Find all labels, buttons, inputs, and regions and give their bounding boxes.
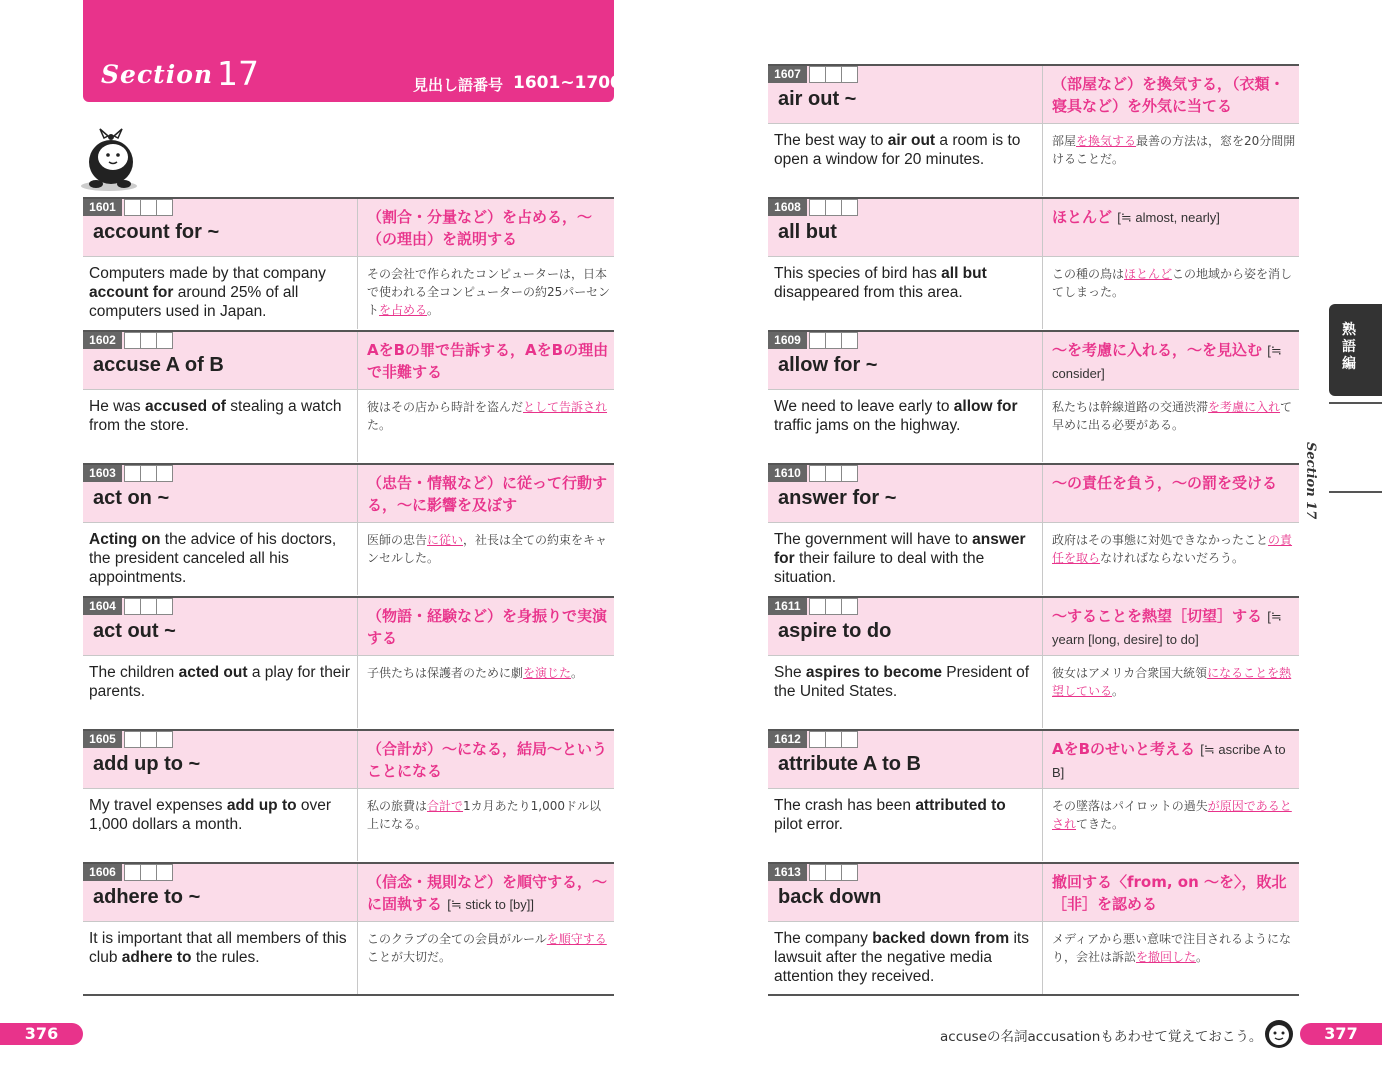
entry-number: 1609 bbox=[768, 332, 807, 349]
vocab-entry bbox=[768, 463, 1299, 596]
example-text: We need to leave early to bbox=[774, 398, 954, 415]
translation-text: この地域から姿を消してしまった。 bbox=[1052, 267, 1293, 299]
checkbox[interactable] bbox=[140, 332, 157, 349]
vocab-entry bbox=[83, 729, 614, 862]
example-text: stealing a watch from the store. bbox=[89, 398, 342, 434]
entry-meaning bbox=[1052, 472, 1298, 495]
example-sentence bbox=[774, 397, 1036, 435]
divider bbox=[83, 788, 614, 789]
translation-highlight: になることを熱望している bbox=[1052, 666, 1292, 698]
checkbox[interactable] bbox=[156, 199, 173, 216]
divider bbox=[357, 598, 358, 728]
translation bbox=[1052, 132, 1298, 168]
divider bbox=[768, 256, 1299, 257]
entry-meaning bbox=[1052, 339, 1298, 385]
checkbox[interactable] bbox=[841, 199, 858, 216]
footnote: accuseの名詞accusationもあわせて覚えておこう。 bbox=[940, 1029, 1263, 1045]
entry-number: 1602 bbox=[83, 332, 122, 349]
checkbox[interactable] bbox=[825, 332, 842, 349]
entry-meaning bbox=[1052, 738, 1298, 784]
divider bbox=[357, 332, 358, 462]
checkbox[interactable] bbox=[156, 332, 173, 349]
translation-highlight: を占める bbox=[379, 303, 428, 317]
entry-number: 1613 bbox=[768, 864, 807, 881]
translation-text: その会社で作られたコンピューターは，日本で使われる全コンピューターの約25パーセント bbox=[367, 267, 611, 317]
entry-meaning bbox=[1052, 73, 1298, 118]
entry-meaning bbox=[1052, 605, 1298, 651]
entry-number: 1612 bbox=[768, 731, 807, 748]
meaning-note: [≒ ascribe A to B] bbox=[1052, 742, 1286, 780]
meaning-note: [≒ yearn [long, desire] to do] bbox=[1052, 609, 1282, 647]
translation-text: ことが大切だ。 bbox=[367, 950, 452, 964]
divider bbox=[1042, 465, 1043, 595]
meaning-note: [≒ consider] bbox=[1052, 343, 1282, 381]
meaning-text: （割合・分量など）を占める，～（の理由）を説明する bbox=[367, 208, 593, 248]
page-number-left: 376 bbox=[0, 1023, 83, 1045]
example-keyword: allow for bbox=[953, 398, 1018, 415]
divider bbox=[768, 389, 1299, 390]
divider bbox=[83, 389, 614, 390]
meaning-note: [≒ stick to [by]] bbox=[447, 897, 535, 912]
entry-phrase: account for ~ bbox=[93, 221, 220, 243]
translation-highlight: を換気する bbox=[1076, 134, 1137, 148]
divider bbox=[83, 522, 614, 523]
example-sentence bbox=[89, 264, 351, 321]
vocab-entry bbox=[768, 197, 1299, 330]
entry-number: 1603 bbox=[83, 465, 122, 482]
entry-meaning bbox=[367, 206, 613, 251]
section-header bbox=[83, 0, 622, 102]
divider bbox=[1329, 402, 1382, 404]
meaning-text: （忠告・情報など）に従って行動する，～に影響を及ぼす bbox=[367, 474, 608, 514]
example-keyword: adhere to bbox=[121, 949, 192, 966]
checkbox[interactable] bbox=[841, 465, 858, 482]
translation bbox=[1052, 398, 1298, 434]
translation bbox=[367, 797, 613, 833]
divider bbox=[768, 123, 1299, 124]
example-sentence bbox=[774, 796, 1036, 834]
checkbox[interactable] bbox=[124, 332, 141, 349]
example-text: The crash has been bbox=[774, 797, 916, 814]
example-text: a room is to open a window for 20 minutes. bbox=[774, 132, 1021, 168]
example-text: The best way to bbox=[774, 132, 888, 149]
checkbox[interactable] bbox=[841, 864, 858, 881]
checkbox[interactable] bbox=[809, 465, 826, 482]
entry-meaning bbox=[367, 605, 613, 650]
divider bbox=[768, 655, 1299, 656]
example-text: its lawsuit after the negative media attention they received. bbox=[774, 930, 1029, 985]
example-text: The children bbox=[89, 664, 179, 681]
checkbox[interactable] bbox=[124, 199, 141, 216]
example-sentence bbox=[89, 397, 351, 435]
example-text: around 25% of all computers used in Japan. bbox=[89, 284, 299, 320]
section-number: 17 bbox=[217, 54, 259, 93]
vocab-entry bbox=[83, 197, 614, 330]
entry-phrase: air out ~ bbox=[778, 88, 857, 110]
translation bbox=[367, 398, 613, 434]
entry-meaning bbox=[1052, 206, 1298, 229]
example-text: their failure to deal with the situation. bbox=[774, 550, 985, 586]
checkbox[interactable] bbox=[156, 598, 173, 615]
example-sentence bbox=[774, 264, 1036, 302]
example-keyword: acted out bbox=[178, 664, 248, 681]
checkbox[interactable] bbox=[124, 731, 141, 748]
checkbox[interactable] bbox=[140, 199, 157, 216]
translation bbox=[367, 664, 613, 682]
checkbox[interactable] bbox=[825, 598, 842, 615]
translation bbox=[1052, 797, 1298, 833]
divider bbox=[1042, 598, 1043, 728]
checkbox[interactable] bbox=[140, 864, 157, 881]
entry-number: 1607 bbox=[768, 66, 807, 83]
translation-text: メディアから悪い意味で注目されるようになり，会社は訴訟 bbox=[1052, 932, 1292, 964]
example-keyword: add up to bbox=[226, 797, 297, 814]
divider bbox=[1042, 199, 1043, 329]
divider bbox=[357, 199, 358, 329]
example-text: a play for their parents. bbox=[89, 664, 351, 700]
example-keyword: air out bbox=[887, 132, 936, 149]
entry-number: 1605 bbox=[83, 731, 122, 748]
translation-text: 私たちは幹線道路の交通渋滞 bbox=[1052, 400, 1209, 414]
translation-text: 1カ月あたり1,000ドル以上になる。 bbox=[367, 799, 602, 831]
entry-number: 1606 bbox=[83, 864, 122, 881]
example-text: He was bbox=[89, 398, 145, 415]
translation-text: 政府はその事態に対処できなかったこと bbox=[1052, 533, 1269, 547]
checkbox[interactable] bbox=[825, 864, 842, 881]
translation-highlight: の責任を取ら bbox=[1052, 533, 1293, 565]
example-sentence bbox=[774, 663, 1036, 701]
translation-text: 最善の方法は，窓を20分間開けることだ。 bbox=[1052, 134, 1296, 166]
entry-number: 1610 bbox=[768, 465, 807, 482]
checkbox[interactable] bbox=[140, 598, 157, 615]
example-sentence bbox=[89, 929, 351, 967]
checkbox[interactable] bbox=[841, 731, 858, 748]
translation-text: て早めに出る必要がある。 bbox=[1052, 400, 1293, 432]
example-text: pilot error. bbox=[774, 816, 843, 833]
entry-phrase: back down bbox=[778, 886, 882, 908]
translation-text: てきた。 bbox=[1076, 817, 1125, 831]
entry-number: 1601 bbox=[83, 199, 122, 216]
example-sentence bbox=[89, 530, 351, 587]
example-text: traffic jams on the highway. bbox=[774, 417, 961, 434]
vocab-entry bbox=[768, 596, 1299, 729]
divider bbox=[83, 655, 614, 656]
example-text: President of the United States. bbox=[774, 664, 1030, 700]
example-text: This species of bird has bbox=[774, 265, 942, 282]
section-label: Section bbox=[101, 60, 214, 89]
meaning-text: ～することを熱望［切望］する bbox=[1052, 607, 1263, 625]
divider bbox=[1329, 491, 1382, 493]
example-text: The company bbox=[774, 930, 873, 947]
vocab-entry bbox=[768, 862, 1299, 995]
translation bbox=[1052, 531, 1298, 567]
translation-text: 私の旅費は bbox=[367, 799, 428, 813]
example-sentence bbox=[774, 530, 1036, 587]
example-sentence bbox=[89, 796, 351, 834]
translation-text: 。 bbox=[1112, 684, 1125, 698]
translation bbox=[367, 930, 613, 966]
divider bbox=[357, 465, 358, 595]
checkbox[interactable] bbox=[841, 66, 858, 83]
divider bbox=[83, 994, 614, 996]
translation-highlight: が原因であるとされ bbox=[1052, 799, 1292, 831]
divider bbox=[768, 522, 1299, 523]
entry-number: 1608 bbox=[768, 199, 807, 216]
entry-meaning bbox=[367, 339, 613, 384]
checkbox[interactable] bbox=[809, 66, 826, 83]
entry-phrase: aspire to do bbox=[778, 620, 892, 642]
checkbox[interactable] bbox=[809, 731, 826, 748]
example-sentence bbox=[774, 929, 1036, 986]
vocab-entry bbox=[768, 64, 1299, 197]
translation-text: ，社長は全ての約束をキャンセルした。 bbox=[367, 533, 608, 565]
translation-text: 。 bbox=[571, 666, 584, 680]
checkbox[interactable] bbox=[156, 864, 173, 881]
checkbox[interactable] bbox=[140, 465, 157, 482]
example-text: disappeared from this area. bbox=[774, 284, 963, 301]
example-keyword: answer for bbox=[774, 531, 1026, 567]
entry-phrase: allow for ~ bbox=[778, 354, 878, 376]
checkbox[interactable] bbox=[825, 465, 842, 482]
translation-text: なければならないだろう。 bbox=[1100, 551, 1245, 565]
translation-text: 。 bbox=[427, 303, 440, 317]
entry-number: 1604 bbox=[83, 598, 122, 615]
checkbox[interactable] bbox=[841, 598, 858, 615]
translation bbox=[1052, 930, 1298, 966]
vocab-entry bbox=[83, 463, 614, 596]
meaning-text: （信念・規則など）を順守する，～に固執する bbox=[367, 873, 608, 913]
meaning-text: AをBの罪で告訴する，AをBの理由で非難する bbox=[367, 341, 609, 381]
checkbox[interactable] bbox=[809, 864, 826, 881]
meaning-text: （合計が）～になる，結局～ということになる bbox=[367, 740, 608, 780]
entry-phrase: adhere to ~ bbox=[93, 886, 201, 908]
translation-text: 医師の忠告 bbox=[367, 533, 428, 547]
translation-highlight: として告訴され bbox=[523, 400, 608, 414]
example-keyword: all but bbox=[941, 265, 987, 282]
range-label: 見出し語番号 bbox=[413, 76, 504, 94]
translation bbox=[367, 531, 613, 567]
page-number-right: 377 bbox=[1300, 1023, 1382, 1045]
side-section-label: Section 17 bbox=[1303, 442, 1318, 520]
range-value: 1601~1700 bbox=[513, 73, 622, 93]
meaning-text: （部屋など）を換気する，（衣類・寝具など）を外気に当てる bbox=[1052, 75, 1285, 115]
divider bbox=[357, 731, 358, 861]
translation-highlight: を撤回した bbox=[1136, 950, 1197, 964]
checkbox[interactable] bbox=[124, 465, 141, 482]
example-keyword: accused of bbox=[145, 398, 226, 415]
translation-highlight: 合計で bbox=[427, 799, 464, 813]
example-keyword: aspires to become bbox=[805, 664, 942, 681]
translation-highlight: を演じた bbox=[523, 666, 572, 680]
checkbox[interactable] bbox=[124, 864, 141, 881]
checkbox[interactable] bbox=[825, 731, 842, 748]
example-keyword: attributed to bbox=[915, 797, 1006, 814]
example-text: My travel expenses bbox=[89, 797, 227, 814]
checkbox[interactable] bbox=[809, 332, 826, 349]
example-text: over 1,000 dollars a month. bbox=[89, 797, 332, 833]
translation-text: その墜落はパイロットの過失 bbox=[1052, 799, 1208, 813]
meaning-text: 撤回する〈from, on ～を〉，敗北［非］を認める bbox=[1052, 873, 1287, 913]
checkbox[interactable] bbox=[825, 66, 842, 83]
meaning-text: ～の責任を負う，～の罰を受ける bbox=[1052, 474, 1278, 492]
entry-number: 1611 bbox=[768, 598, 807, 615]
example-keyword: Acting on bbox=[89, 531, 161, 548]
example-text: It is important that all members of this club bbox=[89, 930, 347, 966]
example-keyword: backed down from bbox=[872, 930, 1010, 947]
vocab-entry bbox=[768, 729, 1299, 862]
translation-highlight: に従い bbox=[427, 533, 464, 547]
translation-text: 部屋 bbox=[1052, 134, 1077, 148]
category-tab[interactable] bbox=[1329, 304, 1382, 396]
meaning-text: ほとんど bbox=[1052, 208, 1113, 226]
divider bbox=[768, 788, 1299, 789]
translation-text: 子供たちは保護者のために劇 bbox=[367, 666, 524, 680]
divider bbox=[357, 864, 358, 994]
divider bbox=[83, 256, 614, 257]
checkbox[interactable] bbox=[140, 731, 157, 748]
example-text: The government will have to bbox=[774, 531, 973, 548]
entry-phrase: act out ~ bbox=[93, 620, 176, 642]
checkbox[interactable] bbox=[809, 598, 826, 615]
vocab-entry bbox=[83, 330, 614, 463]
divider bbox=[1042, 332, 1043, 462]
entry-phrase: act on ~ bbox=[93, 487, 170, 509]
checkbox[interactable] bbox=[825, 199, 842, 216]
translation-highlight: を順守する bbox=[546, 932, 607, 946]
translation-highlight: を考慮に入れ bbox=[1208, 400, 1281, 414]
translation-highlight: ほとんど bbox=[1124, 267, 1173, 281]
checkbox[interactable] bbox=[124, 598, 141, 615]
example-text: the rules. bbox=[191, 949, 260, 966]
divider bbox=[1042, 66, 1043, 196]
entry-phrase: attribute A to B bbox=[778, 753, 921, 775]
example-text: the advice of his doctors, the president canceled all his appointments. bbox=[89, 531, 337, 586]
divider bbox=[1042, 731, 1043, 861]
translation-text: た。 bbox=[367, 418, 392, 432]
translation-text: 彼はその店から時計を盗んだ bbox=[367, 400, 524, 414]
vocab-entry bbox=[83, 596, 614, 729]
category-label: 熟語編 bbox=[1342, 322, 1356, 372]
entry-meaning bbox=[367, 472, 613, 517]
entry-meaning bbox=[367, 871, 613, 916]
translation-text: この種の鳥は bbox=[1052, 267, 1125, 281]
example-sentence bbox=[89, 663, 351, 701]
checkbox[interactable] bbox=[156, 465, 173, 482]
meaning-text: （物語・経験など）を身振りで実演する bbox=[367, 607, 608, 647]
translation bbox=[1052, 265, 1298, 301]
translation bbox=[367, 265, 613, 319]
example-sentence bbox=[774, 131, 1036, 169]
checkbox[interactable] bbox=[809, 199, 826, 216]
vocab-entry bbox=[83, 862, 614, 995]
example-text: Computers made by that company bbox=[89, 265, 326, 282]
translation-text: このクラブの全ての会員がルール bbox=[367, 932, 547, 946]
vocab-entry bbox=[768, 330, 1299, 463]
mascot-icon bbox=[78, 126, 140, 192]
entry-phrase: accuse A of B bbox=[93, 354, 224, 376]
example-keyword: account for bbox=[89, 284, 174, 301]
example-text: She bbox=[774, 664, 806, 681]
entry-phrase: all but bbox=[778, 221, 837, 243]
entry-meaning bbox=[1052, 871, 1298, 916]
entry-meaning bbox=[367, 738, 613, 783]
divider bbox=[1042, 864, 1043, 994]
translation-text: 彼女はアメリカ合衆国大統領 bbox=[1052, 666, 1208, 680]
entry-phrase: add up to ~ bbox=[93, 753, 201, 775]
face-icon bbox=[1262, 1018, 1296, 1050]
checkbox[interactable] bbox=[156, 731, 173, 748]
translation bbox=[1052, 664, 1298, 700]
translation-text: 。 bbox=[1196, 950, 1209, 964]
divider bbox=[83, 921, 614, 922]
meaning-note: [≒ almost, nearly] bbox=[1117, 210, 1220, 225]
meaning-text: AをBのせいと考える bbox=[1052, 740, 1196, 758]
divider bbox=[768, 994, 1299, 996]
entry-phrase: answer for ~ bbox=[778, 487, 897, 509]
divider bbox=[768, 921, 1299, 922]
meaning-text: ～を考慮に入れる，～を見込む bbox=[1052, 341, 1263, 359]
checkbox[interactable] bbox=[841, 332, 858, 349]
